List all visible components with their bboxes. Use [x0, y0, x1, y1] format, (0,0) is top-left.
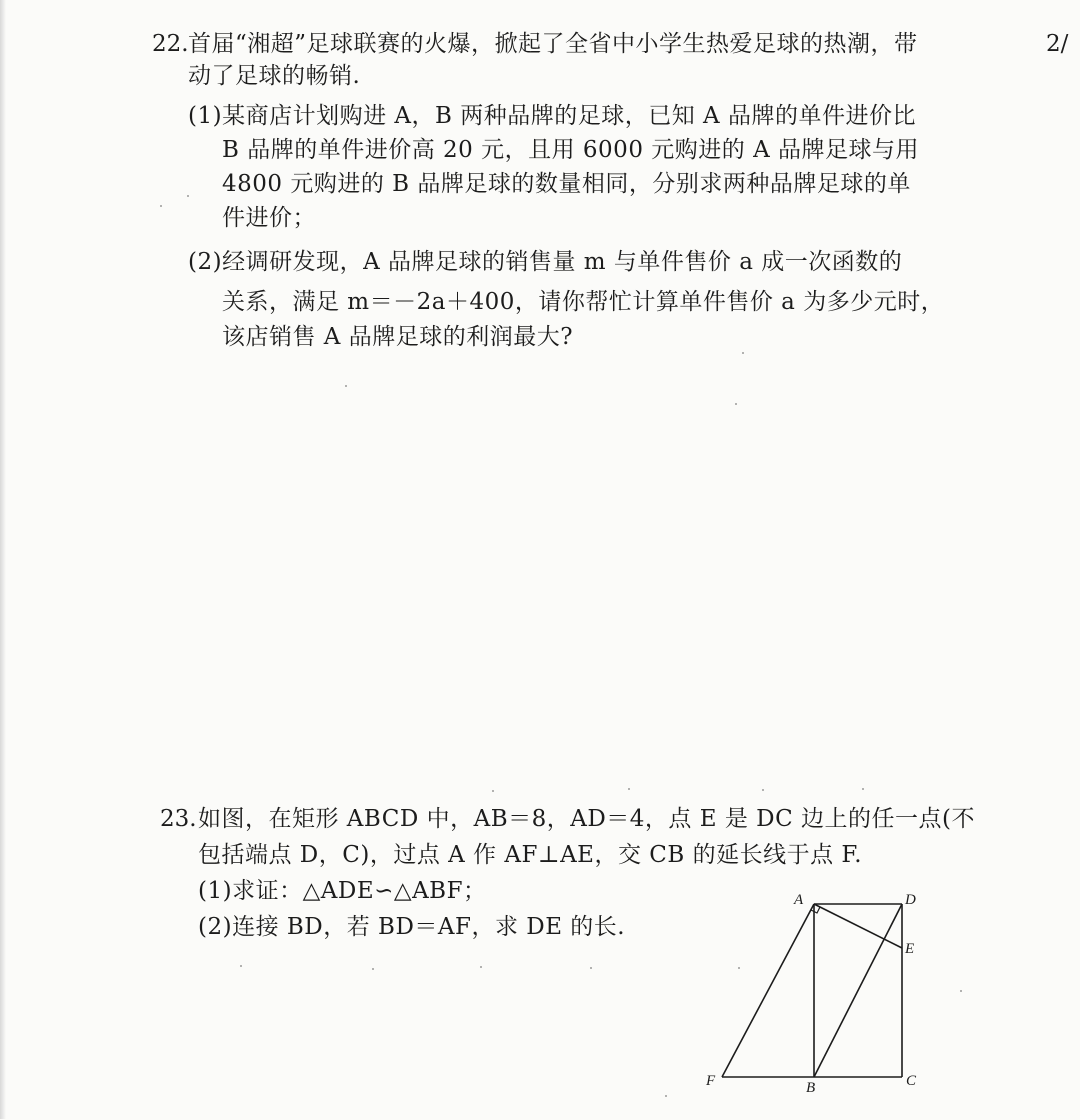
scan-speck	[960, 990, 962, 992]
question-text-line: 首届“湘超”足球联赛的火爆，掀起了全省中小学生热爱足球的热潮，带	[188, 31, 918, 57]
subquestion-1-line: 件进价；	[222, 205, 316, 231]
scan-speck	[480, 966, 482, 968]
label-F: F	[706, 1073, 716, 1089]
subquestion-2-line: (2)经调研发现，A 品牌足球的销售量 m 与单件售价 a 成一次函数的	[188, 249, 903, 275]
scan-speck	[628, 788, 630, 790]
label-B: B	[806, 1080, 816, 1096]
scan-speck	[862, 788, 864, 790]
scan-speck	[187, 195, 189, 197]
segment-AF	[722, 904, 814, 1077]
scan-speck	[345, 385, 347, 387]
question-text-line: 如图，在矩形 ABCD 中，AB＝8，AD＝4，点 E 是 DC 边上的任一点(不	[198, 806, 975, 832]
subquestion-2-line: 关系，满足 m＝－2a＋400，请你帮忙计算单件售价 a 为多少元时，	[222, 289, 945, 315]
question-text-line: 包括端点 D，C)，过点 A 作 AF⊥AE，交 CB 的延长线于点 F.	[198, 842, 863, 868]
scan-speck	[738, 967, 740, 969]
question-number: 22.	[152, 31, 189, 57]
question-text-line: 动了足球的畅销.	[188, 63, 361, 89]
question-number: 23.	[160, 806, 197, 832]
scan-speck	[735, 403, 737, 405]
subquestion-1-line: (1)求证：△ADE∽△ABF；	[198, 878, 487, 904]
label-A: A	[794, 892, 804, 908]
label-D: D	[905, 892, 916, 908]
scan-speck	[665, 1095, 667, 1097]
scan-speck	[160, 205, 162, 207]
scan-speck	[590, 967, 592, 969]
subquestion-1-line: (1)某商店计划购进 A，B 两种品牌的足球，已知 A 品牌的单件进价比	[188, 103, 916, 129]
scan-speck	[742, 352, 744, 354]
subquestion-1-line: B 品牌的单件进价高 20 元，且用 6000 元购进的 A 品牌足球与用	[222, 137, 919, 163]
scan-speck	[372, 968, 374, 970]
label-E: E	[905, 941, 915, 957]
subquestion-2-line: (2)连接 BD，若 BD＝AF，求 DE 的长.	[198, 914, 626, 940]
subquestion-1-line: 4800 元购进的 B 品牌足球的数量相同，分别求两种品牌足球的单	[222, 171, 911, 197]
rectangle-figure	[690, 880, 950, 1120]
scan-speck	[492, 790, 494, 792]
scan-speck	[762, 789, 764, 791]
subquestion-2-line: 该店销售 A 品牌足球的利润最大?	[222, 324, 574, 350]
label-C: C	[906, 1073, 917, 1089]
page-number: 2/	[1046, 31, 1069, 57]
segment-BD	[814, 904, 902, 1077]
segment-AE	[814, 904, 902, 948]
scan-edge-shadow	[0, 0, 6, 1119]
scan-speck	[240, 965, 242, 967]
